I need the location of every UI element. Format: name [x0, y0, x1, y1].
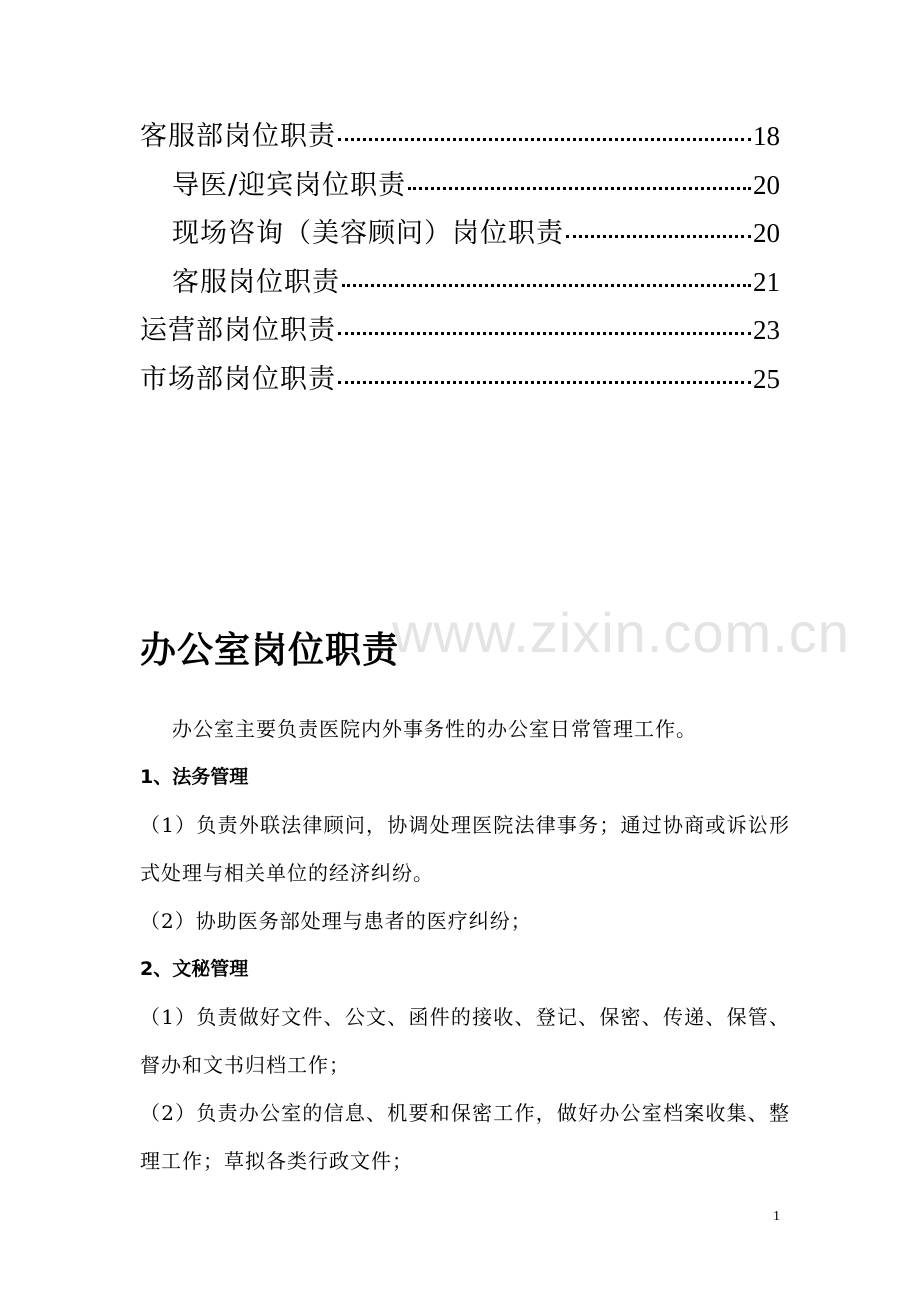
- subsection-heading: 1、法务管理: [140, 766, 249, 788]
- toc-dot-leader: [408, 186, 751, 190]
- toc-entry-page: 25: [753, 363, 780, 394]
- toc-entry-page: 18: [753, 121, 780, 151]
- toc-entry-title: 市场部岗位职责: [140, 363, 336, 395]
- intro-paragraph: 办公室主要负责医院内外事务性的办公室日常管理工作。: [172, 717, 697, 741]
- body-paragraph: （2）协助医务部处理与患者的医疗纠纷；: [140, 909, 532, 933]
- body-paragraph: （1）负责做好文件、公文、函件的接收、登记、保密、传递、保管、督办和文书归档工作；: [140, 1005, 790, 1077]
- toc-entry-page: 20: [753, 169, 780, 200]
- toc-dot-leader: [338, 137, 751, 141]
- toc-dot-leader: [338, 380, 751, 384]
- toc-entry[interactable]: [140, 355, 780, 404]
- toc-entry-title: 客服部岗位职责: [140, 121, 336, 152]
- toc-dot-leader: [338, 331, 751, 335]
- page-number: 1: [773, 1209, 780, 1224]
- body-paragraph: （2）负责办公室的信息、机要和保密工作，做好办公室档案收集、整理工作；草拟各类行政文件；: [140, 1101, 790, 1173]
- toc-entry[interactable]: [140, 258, 780, 307]
- toc-entry-title: 运营部岗位职责: [140, 315, 336, 346]
- toc-dot-leader: [342, 283, 751, 287]
- body-paragraph: （1）负责外联法律顾问，协调处理医院法律事务；通过协商或诉讼形式处理与相关单位的经济纠纷。: [140, 813, 790, 885]
- watermark: www.zixin.com.cn: [392, 601, 850, 664]
- toc-entry-page: 23: [753, 315, 780, 345]
- toc-dot-leader: [566, 234, 751, 238]
- toc-entry-title: 导医/迎宾岗位职责: [172, 169, 407, 201]
- toc-entry-title: 现场咨询（美容顾问）岗位职责: [172, 218, 564, 249]
- toc-entry[interactable]: [140, 306, 780, 355]
- section-body: [140, 705, 790, 1185]
- toc-entry[interactable]: [140, 209, 780, 258]
- toc-entry[interactable]: [140, 161, 780, 210]
- table-of-contents: [140, 112, 780, 403]
- toc-entry-page: 21: [753, 266, 780, 297]
- toc-entry-page: 20: [753, 218, 780, 248]
- section-heading: 办公室岗位职责: [140, 630, 400, 671]
- toc-entry-title: 客服岗位职责: [172, 266, 340, 298]
- toc-entry[interactable]: [140, 112, 780, 161]
- subsection-heading: 2、文秘管理: [140, 958, 249, 980]
